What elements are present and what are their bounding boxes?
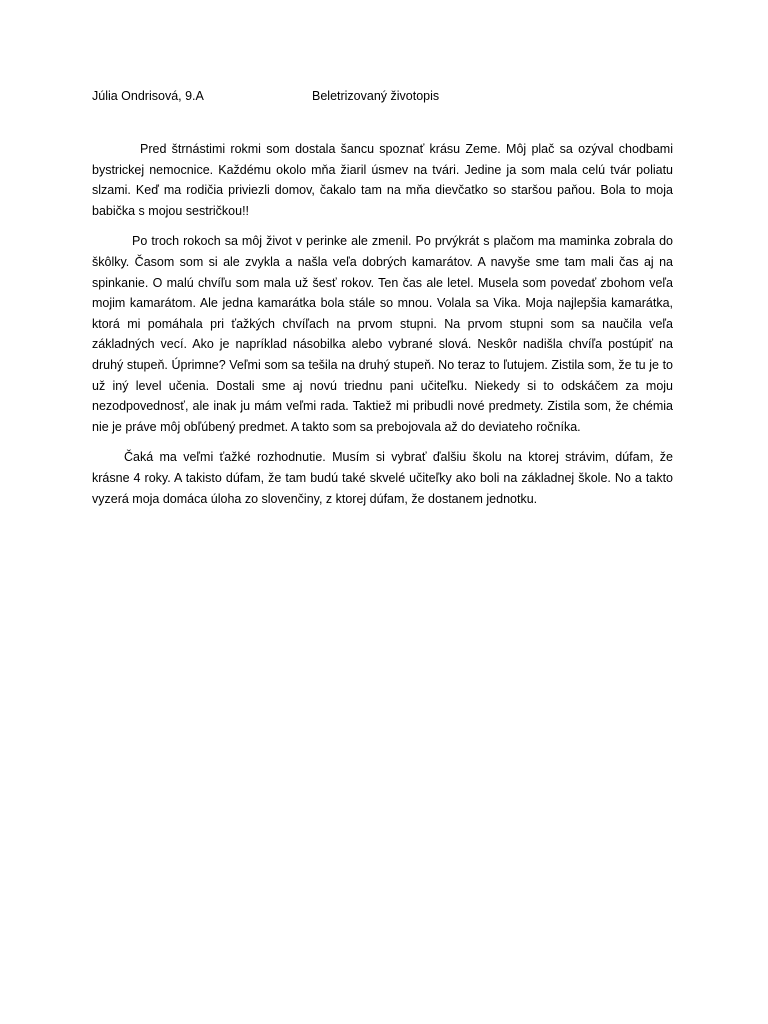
- paragraph-3: Čaká ma veľmi ťažké rozhodnutie. Musím si vybrať ďalšiu školu na ktorej strávim, dúfam, že krásne 4 roky. A takisto dúfam, že tam budú také skvelé učiteľky ako boli na základnej škole. No a takto vyzerá moja domáca úloha zo slovenčiny, z ktorej dúfam, že dostanem jednotku.: [92, 450, 673, 506]
- paragraph-2: Po troch rokoch sa môj život v perinke ale zmenil. Po prvýkrát s plačom ma maminka zobrala do škôlky. Časom som si ale zvykla a našla veľa dobrých kamarátov. A navyše sme tam mali čas aj na spinkanie. O malú chvíľu som mala už šesť rokov. Ten čas ale letel. Musela som povedať zbohom veľa mojim kamarátom. Ale jedna kamarátka bola stále so mnou. Volala sa Vika. Moja najlepšia kamarátka, ktorá mi pomáhala pri ťažkých chvíľach na prvom stupni. Na prvom stupni som sa naučila veľa základných vecí. Ako je napríklad násobilka alebo vybrané slová. Neskôr nadišla chvíľa postúpiť na druhý stupeň. Úprimne? Veľmi som sa tešila na druhý stupeň. No teraz to ľutujem. Zistila som, že tu je to už iný level učenia. Dostali sme aj novú triednu pani učiteľku. Niekedy si to odskáčem za moju nezodpovednosť, ale inak ju mám veľmi rada. Taktiež mi pribudli nové predmety. Zistila som, že chémia nie je práve môj obľúbený predmet. A takto som sa prebojovala až do deviateho ročníka.: [92, 234, 673, 434]
- document-header: [92, 87, 692, 105]
- paragraph-1: Pred štrnástimi rokmi som dostala šancu spoznať krásu Zeme. Môj plač sa ozýval chodbami bystrickej nemocnice. Každému okolo mňa žiaril úsmev na tvári. Jedine ja som mala celú tvár poliatu slzami. Keď ma rodičia priviezli domov, čakalo tam na mňa dievčatko so staršou paňou. Bola to moja babička s mojou sestričkou!!: [92, 142, 673, 218]
- document-body: [92, 139, 673, 519]
- document-title: Beletrizovaný životopis: [312, 89, 440, 103]
- author-line: Júlia Ondrisová, 9.A: [92, 89, 204, 103]
